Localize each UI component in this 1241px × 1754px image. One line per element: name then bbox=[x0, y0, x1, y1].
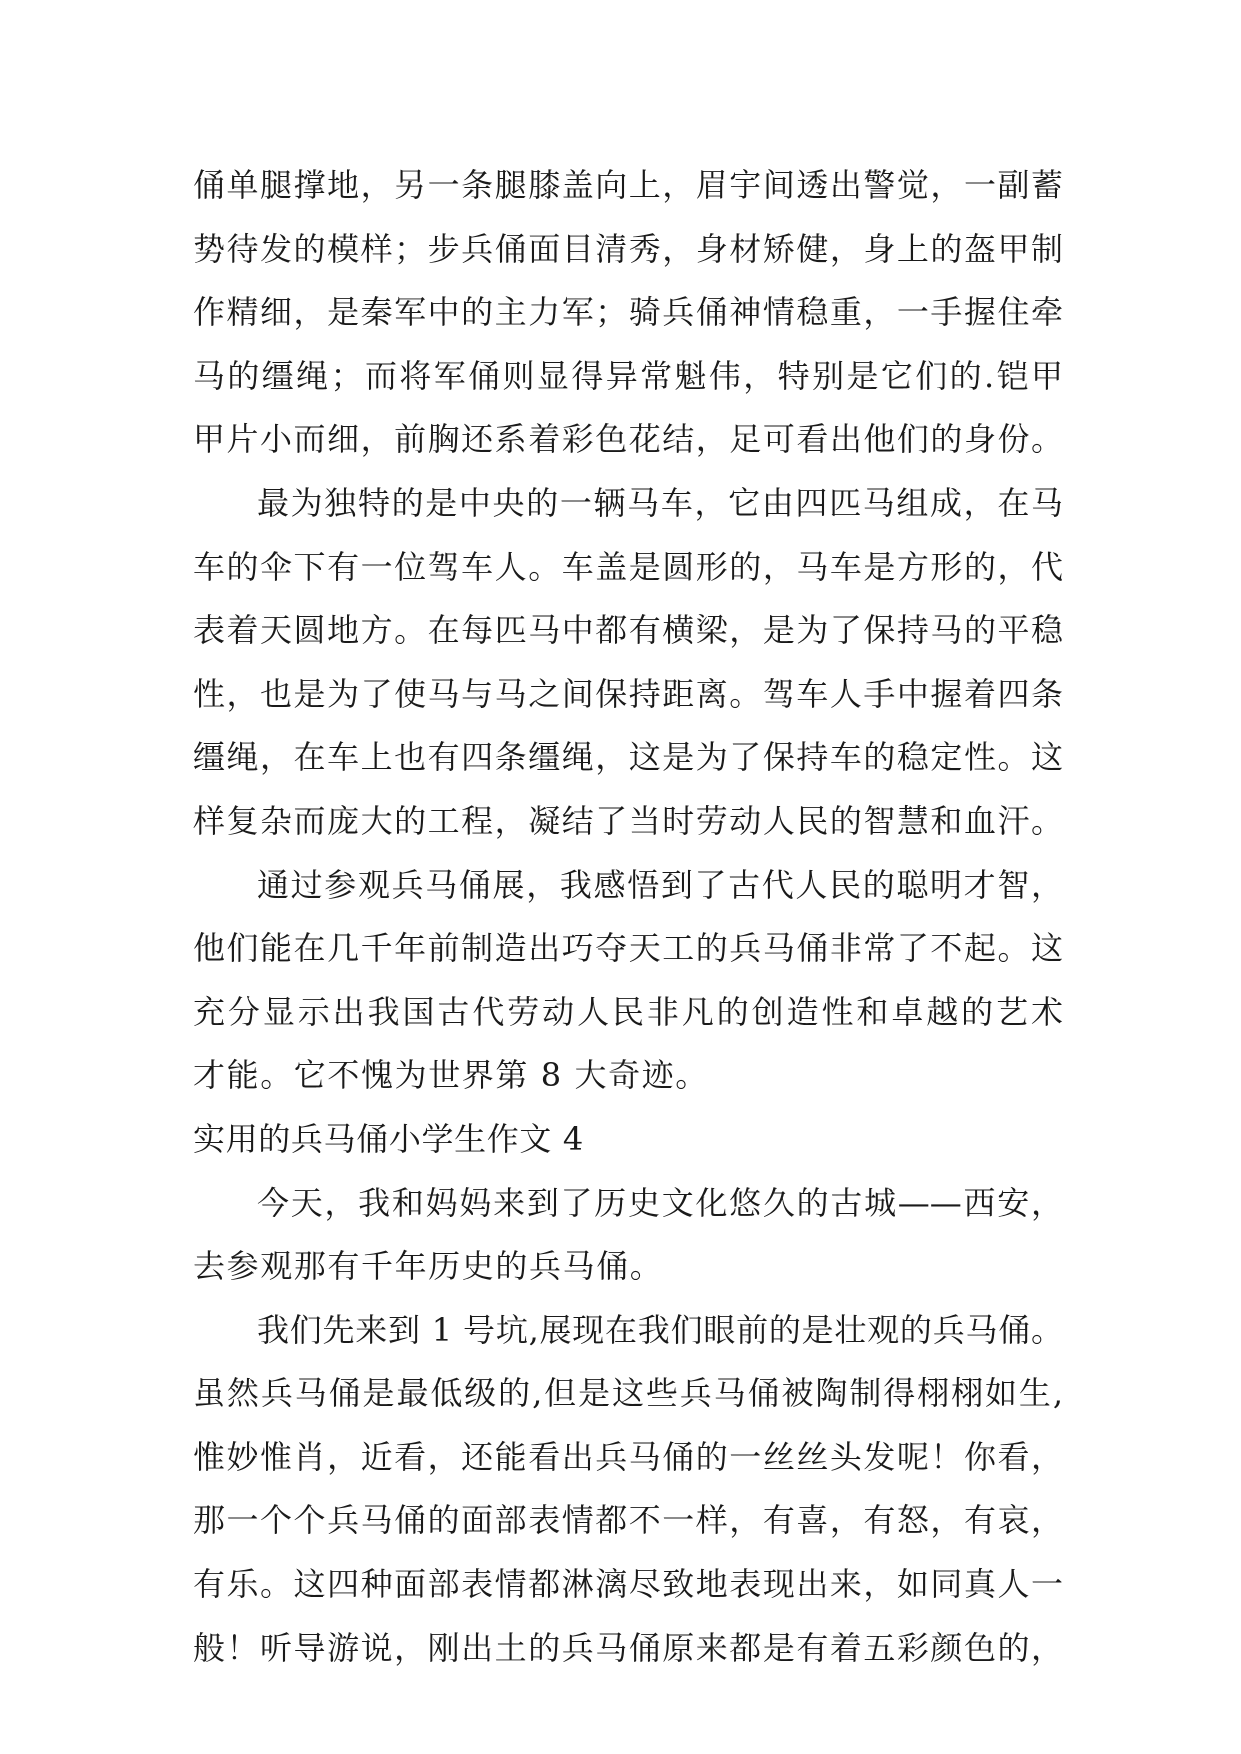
section-heading: 实用的兵马俑小学生作文 4 bbox=[193, 1119, 584, 1158]
text-line: 今天，我和妈妈来到了历史文化悠久的古城——西安， bbox=[257, 1183, 1063, 1222]
text-line: 去参观那有千年历史的兵马俑。 bbox=[193, 1247, 664, 1286]
text-line: 最为独特的是中央的一辆马车，它由四匹马组成，在马 bbox=[257, 483, 1063, 522]
text-line: 性，也是为了使马与马之间保持距离。驾车人手中握着四条 bbox=[193, 674, 1063, 713]
text-line: 那一个个兵马俑的面部表情都不一样，有喜，有怒，有哀， bbox=[193, 1501, 1063, 1540]
text-line: 马的缰绳；而将军俑则显得异常魁伟，特别是它们的.铠甲 bbox=[193, 356, 1063, 395]
text-line: 样复杂而庞大的工程，凝结了当时劳动人民的智慧和血汗。 bbox=[193, 801, 1063, 840]
text-line: 俑单腿撑地，另一条腿膝盖向上，眉宇间透出警觉，一副蓄 bbox=[193, 166, 1063, 204]
text-line: 有乐。这四种面部表情都淋漓尽致地表现出来，如同真人一 bbox=[193, 1565, 1063, 1604]
article-body bbox=[193, 154, 1063, 1680]
text-line: 车的伞下有一位驾车人。车盖是圆形的，马车是方形的，代 bbox=[193, 547, 1063, 586]
text-line: 我们先来到 1 号坑,展现在我们眼前的是壮观的兵马俑。 bbox=[257, 1310, 1063, 1349]
text-line: 充分显示出我国古代劳动人民非凡的创造性和卓越的艺术 bbox=[193, 992, 1063, 1031]
text-line: 作精细，是秦军中的主力军；骑兵俑神情稳重，一手握住牵 bbox=[193, 293, 1063, 332]
text-line: 甲片小而细，前胸还系着彩色花结，足可看出他们的身份。 bbox=[193, 420, 1063, 459]
text-line: 表着天圆地方。在每匹马中都有横梁，是为了保持马的平稳 bbox=[193, 611, 1063, 650]
text-line: 虽然兵马俑是最低级的,但是这些兵马俑被陶制得栩栩如生, bbox=[193, 1374, 1063, 1413]
text-line: 缰绳，在车上也有四条缰绳，这是为了保持车的稳定性。这 bbox=[193, 738, 1063, 777]
text-line: 他们能在几千年前制造出巧夺天工的兵马俑非常了不起。这 bbox=[193, 929, 1063, 968]
text-line: 惟妙惟肖，近看，还能看出兵马俑的一丝丝头发呢！你看， bbox=[193, 1437, 1063, 1476]
text-line: 才能。它不愧为世界第 8 大奇迹。 bbox=[193, 1056, 709, 1095]
text-line: 通过参观兵马俑展，我感悟到了古代人民的聪明才智， bbox=[257, 865, 1063, 904]
text-line: 势待发的模样；步兵俑面目清秀，身材矫健，身上的盔甲制 bbox=[193, 229, 1063, 268]
text-line: 般！听导游说，刚出土的兵马俑原来都是有着五彩颜色的， bbox=[193, 1628, 1063, 1667]
